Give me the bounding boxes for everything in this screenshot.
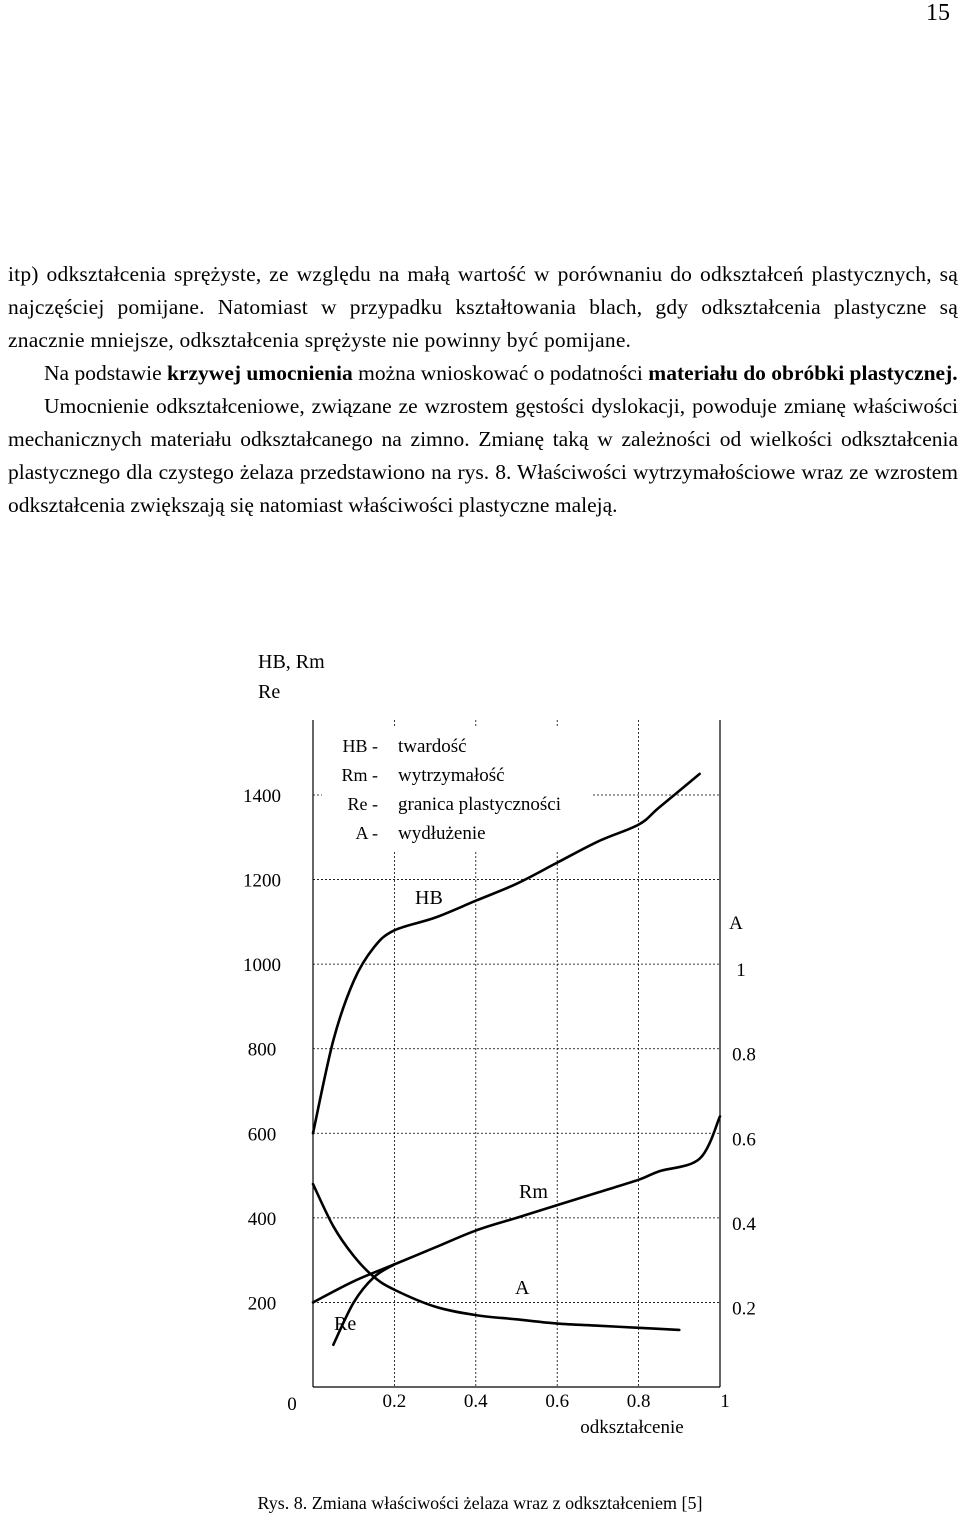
legend-label: wydłużenie (398, 823, 486, 844)
y2-tick-label: 0.2 (732, 1298, 756, 1320)
curve-label-a: A (515, 1277, 530, 1299)
paragraph-2-text-b: można wnioskować o podatności (352, 361, 649, 385)
y-tick-label: 1000 (243, 955, 281, 977)
paragraph-3: Umocnienie odkształceniowe, związane ze wzrostem gęstości dyslokacji, powoduje zmianę właściwości mechanicznych materiału odkształcanego na zimno. Zmianę taką w zależności od wielkości odkształcenia plastycznego dla czystego żelaza przedstawiono na rys. 8. Właściwości wytrzymałościowe wraz ze wzrostem odkształcenia zwiększają się natomiast właściwości plastyczne maleją. (8, 394, 958, 517)
chart-annotations (334, 887, 548, 1335)
legend-label: granica plastyczności (398, 794, 562, 815)
y2-tick-label: 0.4 (732, 1213, 756, 1235)
y-tick-label: 200 (247, 1293, 277, 1315)
y-axis-title-line-1: HB, Rm (258, 651, 325, 673)
curve-label-hb: HB (415, 887, 443, 909)
x-tick-label: 0.2 (382, 1391, 407, 1412)
legend-symbol: A - (355, 823, 378, 843)
paragraph-1: itp) odkształcenia sprężyste, ze względu na małą wartość w porównaniu do odkształceń plastycznych, są najczęściej pomijane. Natomiast w przypadku kształtowania blach, gdy odkształcenia plastyczne są znacznie mniejsze, odkształcenia sprężyste nie powinny być pomijane. (8, 262, 958, 352)
y2-axis-title: A (729, 912, 743, 934)
y-tick-label: 1400 (243, 786, 281, 807)
page-number: 15 (926, 0, 950, 26)
chart-curves (313, 774, 720, 1345)
strain-hardening-chart (0, 640, 960, 1490)
x-tick-label: 0.6 (545, 1391, 570, 1412)
y-tick-label: 600 (247, 1124, 277, 1146)
series-line-a (313, 1184, 679, 1330)
legend-symbol: Re - (347, 794, 378, 814)
y2-tick-label: 1 (736, 960, 746, 982)
y-tick-label: 0 (287, 1394, 297, 1415)
legend-label: twardość (398, 736, 467, 757)
y2-tick-label: 0.8 (732, 1044, 756, 1066)
series-line-rm (313, 1116, 720, 1302)
legend-symbol: Rm - (341, 765, 378, 785)
paragraph-2 (8, 357, 958, 390)
x-axis-title: odkształcenie (580, 1417, 684, 1438)
x-tick-label: 1 (720, 1391, 730, 1412)
y-axis-title-line-2: Re (258, 681, 281, 703)
y-tick-label: 1200 (243, 870, 281, 892)
figure-caption: Rys. 8. Zmiana właściwości żelaza wraz z odkształceniem [5] (257, 1493, 703, 1513)
curve-label-rm: Rm (519, 1181, 548, 1203)
legend-label: wytrzymałość (398, 765, 505, 786)
y-tick-label: 800 (247, 1039, 277, 1061)
curve-label-re: Re (334, 1313, 357, 1335)
term-material-do-obrobki: materiału do obróbki plastycznej. (648, 361, 958, 385)
y2-tick-label: 0.6 (732, 1129, 756, 1151)
paragraph-2-text-a: Na podstawie (44, 361, 167, 385)
x-tick-label: 0.4 (463, 1391, 488, 1412)
chart-legend (322, 728, 592, 850)
term-krzywa-umocnienia: krzywej umocnienia (167, 361, 353, 385)
legend-symbol: HB - (342, 736, 378, 756)
x-tick-label: 0.8 (626, 1391, 651, 1412)
y-tick-label: 400 (247, 1208, 277, 1230)
body-text (8, 258, 958, 522)
